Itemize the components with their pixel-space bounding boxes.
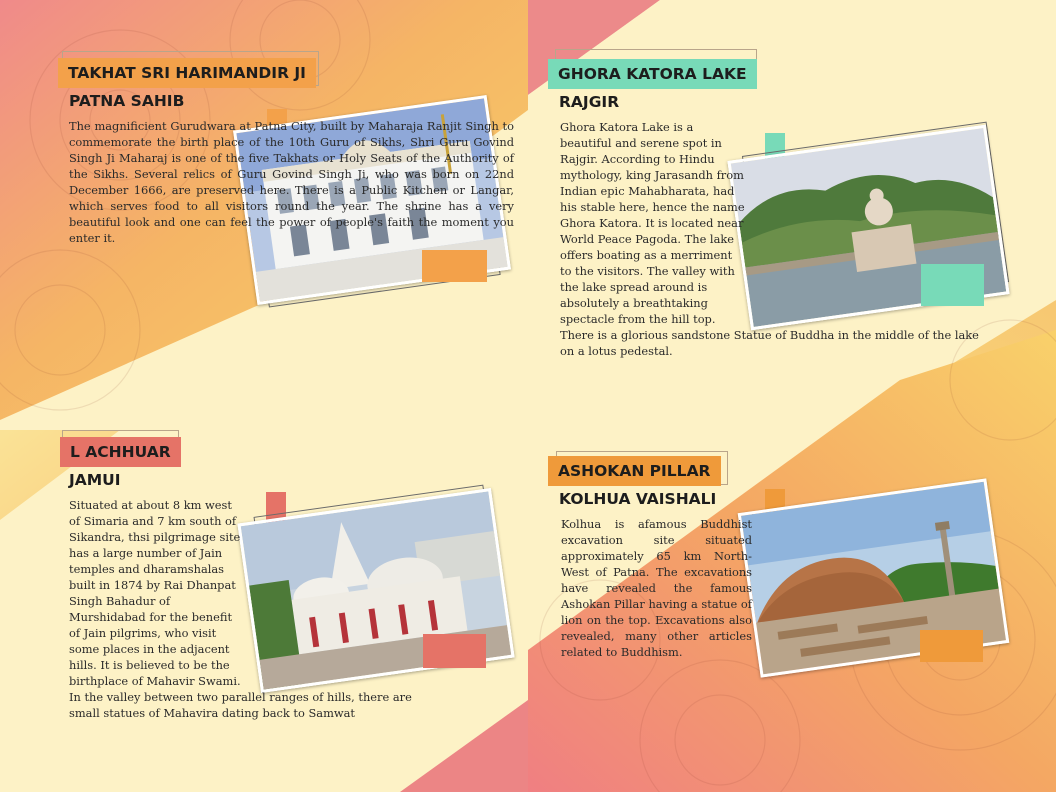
text-wrap-spacer — [244, 497, 429, 689]
section-description-text: Ghora Katora Lake is a beautiful and serene spot in Rajgir. According to Hindu mythology, king Jarasandh from Indian epic Mahabharata, had his stable here, hence the name Ghora Katora. It is located near World Peace Pagoda. The lake offers boating as a merriment to the visitors. The valley with the lake spread around is absolutely a breathtaking spectacle from the hill top. There is a glorious sandstone Statue of Buddha in the middle of the lake on a lotus pedestal. — [560, 120, 979, 358]
section-title: ASHOKAN PILLAR — [548, 456, 721, 486]
section-title: GHORA KATORA LAKE — [548, 59, 757, 89]
section-title: TAKHAT SRI HARIMANDIR JI — [58, 58, 316, 88]
section-description: The magnificient Gurudwara at Patna City, built by Maharaja Ranjit Singh to commemorate the birth place of the 10th Guru of Sikhs, Shri Guru Govind Singh Ji Maharaj is one of the five Takhats or Holy Seats of the Authority of the Sikhs. Several relics of Guru Govind Singh Ji, who was born on 22nd December 1666, are preserved here. There is a Public Kitchen or Langar, which serves food to all visitors round the year. The shrine has a very beautiful look and one can feel the power of people's faith the moment you enter it. — [69, 119, 514, 245]
section-subtitle: RAJGIR — [559, 93, 620, 111]
section-subtitle: KOLHUA VAISHALI — [559, 490, 717, 508]
accent-block — [422, 250, 487, 282]
section-title: L ACHHUAR — [60, 437, 181, 467]
section-subtitle: PATNA SAHIB — [69, 92, 185, 110]
section-description: Kolhua is afamous Buddhist excavation site situated approximately 65 km North- West of Patna. The excavations have revealed the famous Ashokan Pillar having a statue of lion on the top. Excavations also revealed, many other articles related to Buddhism. — [561, 517, 752, 659]
text-wrap-spacer — [745, 119, 980, 327]
section-description-text: Situated at about 8 km west of Simaria and 7 km south of Sikandra, thsi pilgrimage site has a large number of Jain temples and dharamshalas built in 1874 by Rai Dhanpat Singh Bahadur of Murshidabad for the benefit of Jain pilgrims, who visit some places in the adjacent hills. It is believed to be the birthplace of Mahavir Swami. In the valley between two parallel ranges of hills, there are small statues of Mahavira dating back to Samwat — [69, 498, 412, 720]
section-description — [560, 119, 980, 359]
section-description — [69, 497, 429, 721]
accent-block — [423, 634, 486, 668]
section-subtitle: JAMUI — [69, 471, 121, 489]
accent-block — [920, 630, 983, 662]
